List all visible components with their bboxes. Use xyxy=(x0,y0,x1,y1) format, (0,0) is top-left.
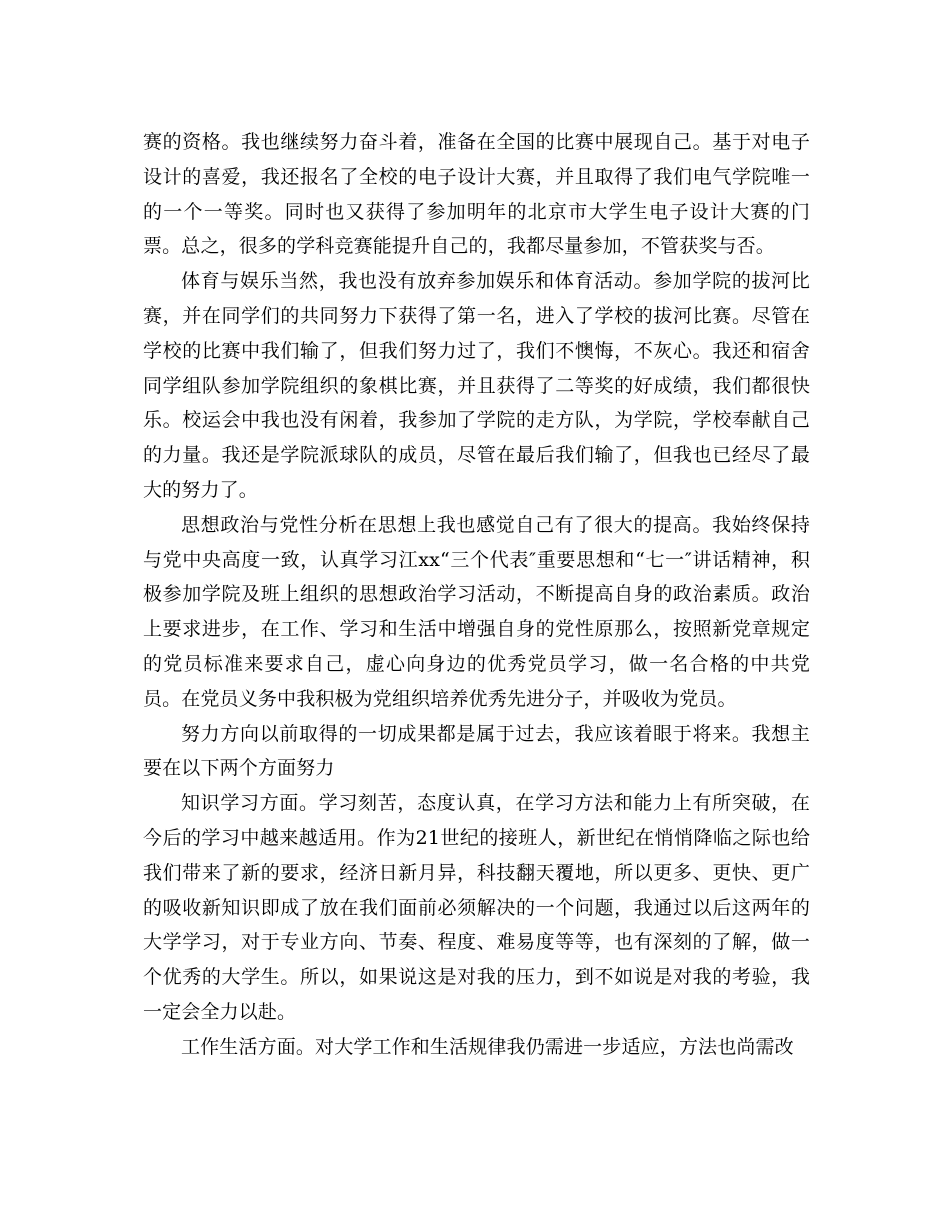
paragraph-competition-continued: 赛的资格。我也继续努力奋斗着，准备在全国的比赛中展现自己。基于对电子设计的喜爱，我还报名了全校的电子设计大赛，并且取得了我们电气学院唯一的一个一等奖。同时也又获得了参加明年的北京市大学生电子设计大赛的门票。总之，很多的学科竞赛能提升自己的，我都尽量参加，不管获奖与否。 xyxy=(143,131,810,258)
paragraph-knowledge-learning: 知识学习方面。学习刻苦，态度认真，在学习方法和能力上有所突破，在今后的学习中越来越适用。作为21世纪的接班人，新世纪在悄悄降临之际也给我们带来了新的要求，经济日新月异，科技翻天覆地，所以更多、更快、更广的吸收新知识即成了放在我们面前必须解决的一个问题，我通过以后这两年的大学学习，对于专业方向、节奏、程度、难易度等等，也有深刻的了解，做一个优秀的大学生。所以，如果说这是对我的压力，到不如说是对我的考验，我一定会全力以赴。 xyxy=(143,792,810,1023)
paragraph-future-direction: 努力方向以前取得的一切成果都是属于过去，我应该着眼于将来。我想主要在以下两个方面努力 xyxy=(143,722,810,780)
document-body xyxy=(143,125,810,1065)
paragraph-sports-entertainment: 体育与娱乐当然，我也没有放弃参加娱乐和体育活动。参加学院的拔河比赛，并在同学们的共同努力下获得了第一名，进入了学校的拔河比赛。尽管在学校的比赛中我们输了，但我们努力过了，我们不懊悔，不灰心。我还和宿舍同学组队参加学院组织的象棋比赛，并且获得了二等奖的好成绩，我们都很快乐。校运会中我也没有闲着，我参加了学院的走方队，为学院，学校奉献自己的力量。我还是学院派球队的成员，尽管在最后我们输了，但我也已经尽了最大的努力了。 xyxy=(143,270,810,501)
paragraph-political-thought: 思想政治与党性分析在思想上我也感觉自己有了很大的提高。我始终保持与党中央高度一致，认真学习江xx“三个代表″重要思想和“七一″讲话精神，积极参加学院及班上组织的思想政治学习活动，不断提高自身的政治素质。政治上要求进步，在工作、学习和生活中增强自身的党性原那么，按照新党章规定的党员标准来要求自己，虚心向身边的优秀党员学习，做一名合格的中共党员。在党员义务中我积极为党组织培养优秀先进分子，并吸收为党员。 xyxy=(143,513,810,710)
paragraph-work-life: 工作生活方面。对大学工作和生活规律我仍需进一步适应，方法也尚需改 xyxy=(181,1035,794,1058)
